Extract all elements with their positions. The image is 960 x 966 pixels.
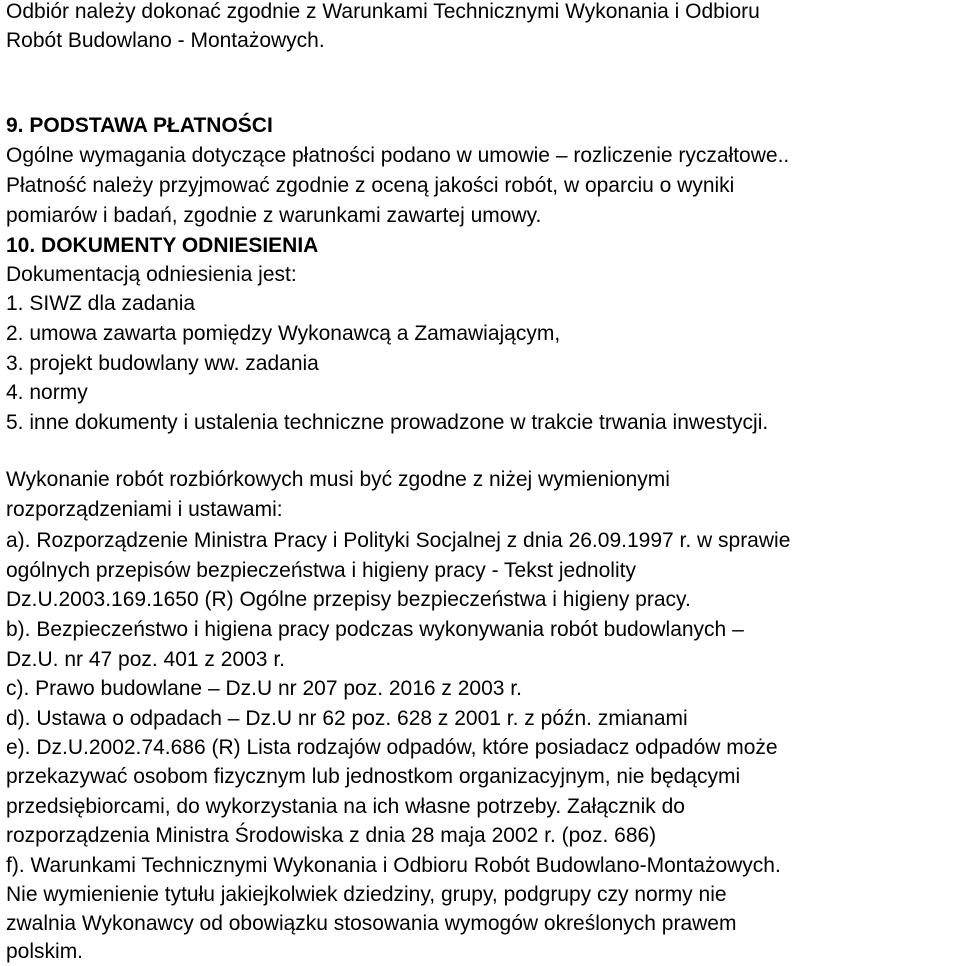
paragraph-line: Wykonanie robót rozbiórkowych musi być zgodne z niżej wymienionymi: [6, 468, 670, 491]
paragraph-line: Płatność należy przyjmować zgodnie z oceną jakości robót, w oparciu o wyniki: [6, 174, 735, 197]
regulation-line: e). Dz.U.2002.74.686 (R) Lista rodzajów odpadów, które posiadacz odpadów może: [6, 736, 778, 759]
list-item: 5. inne dokumenty i ustalenia techniczne prowadzone w trakcie trwania inwestycji.: [6, 411, 769, 434]
section-heading-10: 10. DOKUMENTY ODNIESIENIA: [6, 234, 319, 257]
regulation-line: przekazywać osobom fizycznym lub jednostkom organizacyjnym, nie będącymi: [6, 765, 741, 788]
list-item: 1. SIWZ dla zadania: [6, 292, 196, 315]
regulation-line: d). Ustawa o odpadach – Dz.U nr 62 poz. 628 z 2001 r. z późn. zmianami: [6, 707, 688, 730]
paragraph-line: rozporządzeniami i ustawami:: [6, 498, 283, 521]
intro-line: Odbiór należy dokonać zgodnie z Warunkami Technicznymi Wykonania i Odbioru: [6, 0, 760, 23]
regulation-line: Dz.U.2003.169.1650 (R) Ogólne przepisy bezpieczeństwa i higieny pracy.: [6, 588, 691, 611]
regulation-line: Dz.U. nr 47 poz. 401 z 2003 r.: [6, 648, 285, 671]
regulation-line: f). Warunkami Technicznymi Wykonania i Odbioru Robót Budowlano-Montażowych.: [6, 854, 781, 877]
paragraph-line: Dokumentacją odniesienia jest:: [6, 263, 297, 286]
regulation-line: ogólnych przepisów bezpieczeństwa i higieny pracy - Tekst jednolity: [6, 559, 636, 582]
list-item: 2. umowa zawarta pomiędzy Wykonawcą a Zamawiającym,: [6, 322, 561, 345]
regulation-line: przedsiębiorcami, do wykorzystania na ich własne potrzeby. Załącznik do: [6, 795, 685, 818]
intro-line: Robót Budowlano - Montażowych.: [6, 29, 325, 52]
paragraph-line: Ogólne wymagania dotyczące płatności podano w umowie – rozliczenie ryczałtowe..: [6, 144, 790, 167]
list-item: 3. projekt budowlany ww. zadania: [6, 352, 319, 375]
regulation-line: polskim.: [6, 940, 84, 963]
regulation-line: c). Prawo budowlane – Dz.U nr 207 poz. 2016 z 2003 r.: [6, 677, 522, 700]
list-item: 4. normy: [6, 381, 88, 404]
regulation-line: rozporządzenia Ministra Środowiska z dnia 28 maja 2002 r. (poz. 686): [6, 824, 657, 847]
regulation-line: a). Rozporządzenie Ministra Pracy i Polityki Socjalnej z dnia 26.09.1997 r. w sprawie: [6, 529, 791, 552]
section-heading-9: 9. PODSTAWA PŁATNOŚCI: [6, 114, 273, 137]
regulation-line: Nie wymienienie tytułu jakiejkolwiek dziedziny, grupy, podgrupy czy normy nie: [6, 883, 727, 906]
regulation-line: b). Bezpieczeństwo i higiena pracy podczas wykonywania robót budowlanych –: [6, 618, 744, 641]
paragraph-line: pomiarów i badań, zgodnie z warunkami zawartej umowy.: [6, 204, 542, 227]
regulation-line: zwalnia Wykonawcy od obowiązku stosowania wymogów określonych prawem: [6, 912, 737, 935]
